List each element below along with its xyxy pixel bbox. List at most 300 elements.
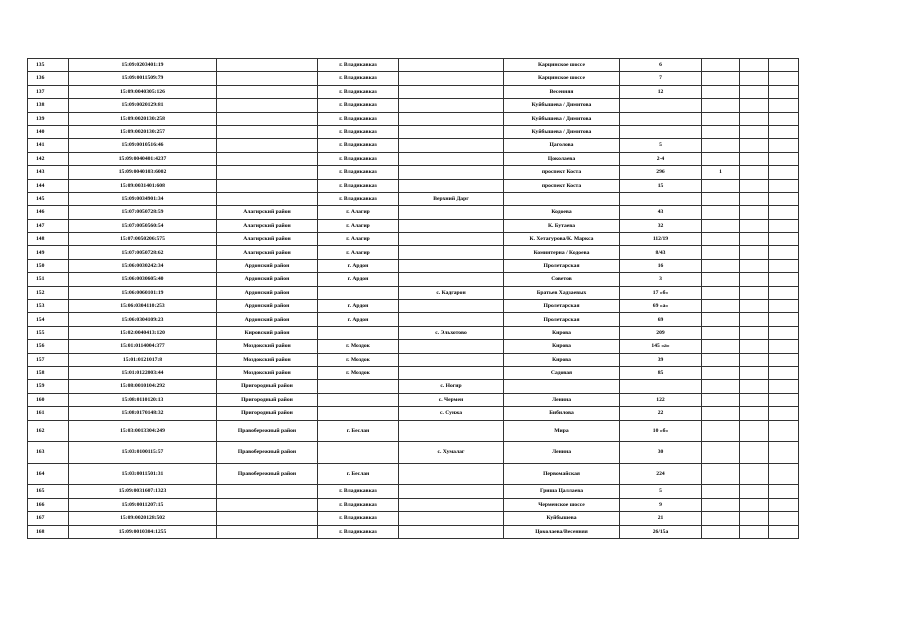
extra-column-1-cell bbox=[702, 286, 740, 299]
village-cell bbox=[399, 313, 504, 326]
extra-column-3-cell bbox=[769, 286, 799, 299]
extra-column-2-cell bbox=[740, 233, 769, 246]
district-cell: Алагирский район bbox=[217, 246, 318, 259]
street-cell bbox=[504, 380, 620, 393]
cadastral-number-cell: 15:09:0020129:81 bbox=[69, 99, 217, 112]
city-cell: г. Владикавказ bbox=[318, 99, 399, 112]
table-row bbox=[28, 407, 799, 420]
cadastral-number-cell: 15:07:0050728:59 bbox=[69, 206, 217, 219]
village-cell bbox=[399, 273, 504, 286]
district-cell bbox=[217, 112, 318, 125]
row-number-cell: 141 bbox=[28, 139, 69, 152]
cadastral-number-cell: 15:09:0020130:258 bbox=[69, 112, 217, 125]
extra-column-2-cell bbox=[740, 125, 769, 138]
cadastral-number-cell: 15:09:0020128:502 bbox=[69, 512, 217, 525]
table-row bbox=[28, 300, 799, 313]
cadastral-number-cell: 15:07:0050560:54 bbox=[69, 219, 217, 232]
street-cell: Цаголова bbox=[504, 139, 620, 152]
cadastral-number-cell: 15:09:0040401:4237 bbox=[69, 152, 217, 165]
street-cell bbox=[504, 192, 620, 205]
house-number-cell: 32 bbox=[620, 219, 702, 232]
extra-column-3-cell bbox=[769, 420, 799, 442]
cadastral-number-cell: 15:06:0030242:34 bbox=[69, 259, 217, 272]
district-cell bbox=[217, 85, 318, 98]
city-cell: г. Алагир bbox=[318, 206, 399, 219]
extra-column-1-cell bbox=[702, 112, 740, 125]
extra-column-2-cell bbox=[740, 442, 769, 464]
village-cell bbox=[399, 366, 504, 379]
city-cell: г. Владикавказ bbox=[318, 179, 399, 192]
table-body bbox=[28, 59, 799, 539]
row-number-cell: 138 bbox=[28, 99, 69, 112]
city-cell: г. Владикавказ bbox=[318, 139, 399, 152]
extra-column-3-cell bbox=[769, 152, 799, 165]
table-row bbox=[28, 219, 799, 232]
extra-column-1-cell bbox=[702, 442, 740, 464]
cadastral-number-cell: 15:06:0304110:253 bbox=[69, 300, 217, 313]
city-cell: г. Беслан bbox=[318, 463, 399, 485]
extra-column-3-cell bbox=[769, 233, 799, 246]
extra-column-2-cell bbox=[740, 420, 769, 442]
extra-column-1-cell bbox=[702, 246, 740, 259]
row-number-cell: 142 bbox=[28, 152, 69, 165]
house-number-cell: 10 «б» bbox=[620, 420, 702, 442]
city-cell: г. Владикавказ bbox=[318, 72, 399, 85]
city-cell: г. Владикавказ bbox=[318, 85, 399, 98]
city-cell: г. Владикавказ bbox=[318, 192, 399, 205]
district-cell: Моздокский район bbox=[217, 366, 318, 379]
district-cell: Правобережный район bbox=[217, 463, 318, 485]
table-row bbox=[28, 498, 799, 511]
cadastral-number-cell: 15:09:0040305:126 bbox=[69, 85, 217, 98]
table-row bbox=[28, 233, 799, 246]
street-cell: Первомайская bbox=[504, 463, 620, 485]
city-cell bbox=[318, 442, 399, 464]
house-number-cell: 69 bbox=[620, 313, 702, 326]
cadastral-number-cell: 15:09:0031607:1323 bbox=[69, 485, 217, 498]
city-cell bbox=[318, 380, 399, 393]
street-cell: Советов bbox=[504, 273, 620, 286]
street-cell: Кирова bbox=[504, 340, 620, 353]
house-number-cell bbox=[620, 112, 702, 125]
extra-column-2-cell bbox=[740, 219, 769, 232]
street-cell: Ленина bbox=[504, 442, 620, 464]
table-row bbox=[28, 463, 799, 485]
cadastral-number-cell: 15:01:0121017:8 bbox=[69, 353, 217, 366]
city-cell bbox=[318, 326, 399, 339]
extra-column-3-cell bbox=[769, 353, 799, 366]
village-cell: с. Чермен bbox=[399, 393, 504, 406]
extra-column-3-cell bbox=[769, 166, 799, 179]
extra-column-1-cell bbox=[702, 326, 740, 339]
district-cell: Правобережный район bbox=[217, 420, 318, 442]
house-number-cell: 39 bbox=[620, 353, 702, 366]
house-number-cell: 22 bbox=[620, 407, 702, 420]
house-number-cell: 2-4 bbox=[620, 152, 702, 165]
cadastral-number-cell: 15:07:0050728:62 bbox=[69, 246, 217, 259]
extra-column-2-cell bbox=[740, 340, 769, 353]
house-number-cell: 5 bbox=[620, 139, 702, 152]
house-number-cell bbox=[620, 192, 702, 205]
table-row bbox=[28, 393, 799, 406]
row-number-cell: 136 bbox=[28, 72, 69, 85]
district-cell: Пригородный район bbox=[217, 407, 318, 420]
district-cell: Ардонский район bbox=[217, 259, 318, 272]
extra-column-1-cell bbox=[702, 512, 740, 525]
street-cell: Карцинское шоссе bbox=[504, 59, 620, 72]
cadastral-number-cell: 15:06:0030605:40 bbox=[69, 273, 217, 286]
village-cell bbox=[399, 99, 504, 112]
house-number-cell: 5 bbox=[620, 485, 702, 498]
table-row bbox=[28, 420, 799, 442]
extra-column-2-cell bbox=[740, 366, 769, 379]
extra-column-2-cell bbox=[740, 166, 769, 179]
table-row bbox=[28, 152, 799, 165]
extra-column-1-cell bbox=[702, 206, 740, 219]
district-cell: Алагирский район bbox=[217, 233, 318, 246]
cadastral-number-cell: 15:09:0011207:15 bbox=[69, 498, 217, 511]
extra-column-1-cell bbox=[702, 259, 740, 272]
extra-column-3-cell bbox=[769, 498, 799, 511]
extra-column-2-cell bbox=[740, 313, 769, 326]
extra-column-2-cell bbox=[740, 246, 769, 259]
city-cell: г. Моздок bbox=[318, 353, 399, 366]
row-number-cell: 149 bbox=[28, 246, 69, 259]
extra-column-2-cell bbox=[740, 259, 769, 272]
extra-column-2-cell bbox=[740, 112, 769, 125]
extra-column-1-cell bbox=[702, 353, 740, 366]
city-cell: г. Владикавказ bbox=[318, 59, 399, 72]
village-cell bbox=[399, 233, 504, 246]
district-cell: Ардонский район bbox=[217, 273, 318, 286]
house-number-cell: 26/15а bbox=[620, 525, 702, 538]
extra-column-2-cell bbox=[740, 525, 769, 538]
cadastral-number-cell: 15:01:0122003:44 bbox=[69, 366, 217, 379]
street-cell: Кодоева bbox=[504, 206, 620, 219]
row-number-cell: 143 bbox=[28, 166, 69, 179]
cadastral-number-cell: 15:09:0031401:608 bbox=[69, 179, 217, 192]
district-cell bbox=[217, 139, 318, 152]
house-number-cell: 15 bbox=[620, 179, 702, 192]
street-cell: Цоколаева/Весенняя bbox=[504, 525, 620, 538]
village-cell bbox=[399, 485, 504, 498]
row-number-cell: 160 bbox=[28, 393, 69, 406]
table-row bbox=[28, 313, 799, 326]
row-number-cell: 150 bbox=[28, 259, 69, 272]
row-number-cell: 163 bbox=[28, 442, 69, 464]
extra-column-1-cell bbox=[702, 525, 740, 538]
row-number-cell: 166 bbox=[28, 498, 69, 511]
street-cell: Бибилова bbox=[504, 407, 620, 420]
street-cell: Коминтерна / Кодоева bbox=[504, 246, 620, 259]
table-row bbox=[28, 340, 799, 353]
village-cell bbox=[399, 72, 504, 85]
extra-column-3-cell bbox=[769, 59, 799, 72]
village-cell bbox=[399, 353, 504, 366]
extra-column-3-cell bbox=[769, 273, 799, 286]
extra-column-3-cell bbox=[769, 125, 799, 138]
house-number-cell: 69 «а» bbox=[620, 300, 702, 313]
row-number-cell: 158 bbox=[28, 366, 69, 379]
row-number-cell: 161 bbox=[28, 407, 69, 420]
row-number-cell: 167 bbox=[28, 512, 69, 525]
table-row bbox=[28, 72, 799, 85]
village-cell bbox=[399, 340, 504, 353]
cadastral-number-cell: 15:02:0040413:120 bbox=[69, 326, 217, 339]
district-cell: Пригородный район bbox=[217, 393, 318, 406]
table-row bbox=[28, 85, 799, 98]
house-number-cell: 21 bbox=[620, 512, 702, 525]
house-number-cell: 7 bbox=[620, 72, 702, 85]
extra-column-2-cell bbox=[740, 286, 769, 299]
cadastral-number-cell: 15:09:0203401:19 bbox=[69, 59, 217, 72]
cadastral-number-cell: 15:08:0170148:32 bbox=[69, 407, 217, 420]
extra-column-1-cell bbox=[702, 300, 740, 313]
extra-column-1-cell bbox=[702, 59, 740, 72]
extra-column-2-cell bbox=[740, 353, 769, 366]
extra-column-3-cell bbox=[769, 139, 799, 152]
city-cell: г. Ардон bbox=[318, 259, 399, 272]
extra-column-1-cell bbox=[702, 192, 740, 205]
village-cell bbox=[399, 112, 504, 125]
cadastral-number-cell: 15:08:0010104:292 bbox=[69, 380, 217, 393]
cadastral-number-cell: 15:09:0034901:34 bbox=[69, 192, 217, 205]
street-cell: Пролетарская bbox=[504, 313, 620, 326]
extra-column-1-cell bbox=[702, 407, 740, 420]
city-cell: г. Моздок bbox=[318, 340, 399, 353]
extra-column-3-cell bbox=[769, 300, 799, 313]
district-cell bbox=[217, 166, 318, 179]
cadastral-number-cell: 15:09:0010304:1255 bbox=[69, 525, 217, 538]
district-cell: Алагирский район bbox=[217, 219, 318, 232]
house-number-cell: 145 «а» bbox=[620, 340, 702, 353]
district-cell bbox=[217, 498, 318, 511]
row-number-cell: 147 bbox=[28, 219, 69, 232]
street-cell: Пролетарская bbox=[504, 259, 620, 272]
table-row bbox=[28, 112, 799, 125]
table-row bbox=[28, 59, 799, 72]
extra-column-2-cell bbox=[740, 99, 769, 112]
row-number-cell: 155 bbox=[28, 326, 69, 339]
cadastral-number-cell: 15:03:0011501:31 bbox=[69, 463, 217, 485]
table-row bbox=[28, 99, 799, 112]
registry-table bbox=[27, 58, 799, 539]
extra-column-1-cell bbox=[702, 393, 740, 406]
house-number-cell: 17 «б» bbox=[620, 286, 702, 299]
village-cell bbox=[399, 512, 504, 525]
cadastral-number-cell: 15:08:0110120:13 bbox=[69, 393, 217, 406]
village-cell bbox=[399, 139, 504, 152]
extra-column-2-cell bbox=[740, 393, 769, 406]
house-number-cell: 296 bbox=[620, 166, 702, 179]
village-cell: с. Хумалаг bbox=[399, 442, 504, 464]
village-cell bbox=[399, 300, 504, 313]
street-cell: Садовая bbox=[504, 366, 620, 379]
table-row bbox=[28, 366, 799, 379]
street-cell: Весенняя bbox=[504, 85, 620, 98]
district-cell: Пригородный район bbox=[217, 380, 318, 393]
district-cell: Правобережный район bbox=[217, 442, 318, 464]
city-cell bbox=[318, 286, 399, 299]
row-number-cell: 135 bbox=[28, 59, 69, 72]
city-cell: г. Владикавказ bbox=[318, 152, 399, 165]
street-cell: К. Бутаева bbox=[504, 219, 620, 232]
extra-column-2-cell bbox=[740, 179, 769, 192]
extra-column-1-cell bbox=[702, 219, 740, 232]
house-number-cell: 209 bbox=[620, 326, 702, 339]
extra-column-3-cell bbox=[769, 179, 799, 192]
row-number-cell: 139 bbox=[28, 112, 69, 125]
city-cell: г. Ардон bbox=[318, 313, 399, 326]
table-row bbox=[28, 139, 799, 152]
street-cell: Куйбышева bbox=[504, 512, 620, 525]
house-number-cell: 8/43 bbox=[620, 246, 702, 259]
city-cell: г. Ардон bbox=[318, 273, 399, 286]
district-cell: Моздокский район bbox=[217, 353, 318, 366]
cadastral-number-cell: 15:01:0114004:377 bbox=[69, 340, 217, 353]
house-number-cell: 224 bbox=[620, 463, 702, 485]
village-cell bbox=[399, 152, 504, 165]
district-cell: Кировский район bbox=[217, 326, 318, 339]
street-cell: Пролетарская bbox=[504, 300, 620, 313]
row-number-cell: 151 bbox=[28, 273, 69, 286]
extra-column-2-cell bbox=[740, 152, 769, 165]
street-cell: Кирова bbox=[504, 326, 620, 339]
district-cell bbox=[217, 512, 318, 525]
table-row bbox=[28, 125, 799, 138]
street-cell: Куйбышева / Димитова bbox=[504, 112, 620, 125]
village-cell bbox=[399, 420, 504, 442]
village-cell: с. Ногир bbox=[399, 380, 504, 393]
extra-column-2-cell bbox=[740, 273, 769, 286]
district-cell bbox=[217, 179, 318, 192]
extra-column-3-cell bbox=[769, 99, 799, 112]
street-cell: Куйбышева / Димитова bbox=[504, 99, 620, 112]
house-number-cell bbox=[620, 99, 702, 112]
extra-column-3-cell bbox=[769, 112, 799, 125]
street-cell: проспект Коста bbox=[504, 179, 620, 192]
extra-column-1-cell bbox=[702, 72, 740, 85]
village-cell bbox=[399, 246, 504, 259]
house-number-cell: 30 bbox=[620, 442, 702, 464]
extra-column-1-cell bbox=[702, 85, 740, 98]
extra-column-3-cell bbox=[769, 246, 799, 259]
extra-column-1-cell bbox=[702, 498, 740, 511]
extra-column-2-cell bbox=[740, 326, 769, 339]
extra-column-1-cell bbox=[702, 125, 740, 138]
table-row bbox=[28, 246, 799, 259]
table-row bbox=[28, 512, 799, 525]
house-number-cell: 3 bbox=[620, 273, 702, 286]
extra-column-1-cell bbox=[702, 366, 740, 379]
extra-column-2-cell bbox=[740, 407, 769, 420]
row-number-cell: 165 bbox=[28, 485, 69, 498]
city-cell: г. Ардон bbox=[318, 300, 399, 313]
table-row bbox=[28, 485, 799, 498]
extra-column-2-cell bbox=[740, 206, 769, 219]
cadastral-number-cell: 15:09:0040103:6002 bbox=[69, 166, 217, 179]
extra-column-3-cell bbox=[769, 525, 799, 538]
extra-column-3-cell bbox=[769, 366, 799, 379]
district-cell bbox=[217, 72, 318, 85]
row-number-cell: 137 bbox=[28, 85, 69, 98]
city-cell: г. Алагир bbox=[318, 233, 399, 246]
extra-column-1-cell bbox=[702, 99, 740, 112]
village-cell: с. Сунжа bbox=[399, 407, 504, 420]
village-cell bbox=[399, 498, 504, 511]
row-number-cell: 148 bbox=[28, 233, 69, 246]
table-row bbox=[28, 192, 799, 205]
village-cell bbox=[399, 463, 504, 485]
village-cell bbox=[399, 125, 504, 138]
district-cell bbox=[217, 192, 318, 205]
street-cell: Мира bbox=[504, 420, 620, 442]
cadastral-number-cell: 15:09:0020130:257 bbox=[69, 125, 217, 138]
extra-column-3-cell bbox=[769, 219, 799, 232]
row-number-cell: 168 bbox=[28, 525, 69, 538]
village-cell bbox=[399, 179, 504, 192]
house-number-cell: 112/19 bbox=[620, 233, 702, 246]
house-number-cell: 122 bbox=[620, 393, 702, 406]
house-number-cell bbox=[620, 125, 702, 138]
extra-column-2-cell bbox=[740, 192, 769, 205]
extra-column-3-cell bbox=[769, 259, 799, 272]
district-cell: Ардонский район bbox=[217, 313, 318, 326]
extra-column-1-cell bbox=[702, 380, 740, 393]
street-cell: Цоколаева bbox=[504, 152, 620, 165]
city-cell: г. Моздок bbox=[318, 366, 399, 379]
row-number-cell: 140 bbox=[28, 125, 69, 138]
extra-column-3-cell bbox=[769, 442, 799, 464]
table-row bbox=[28, 273, 799, 286]
extra-column-2-cell bbox=[740, 463, 769, 485]
extra-column-1-cell bbox=[702, 313, 740, 326]
table-row bbox=[28, 179, 799, 192]
row-number-cell: 146 bbox=[28, 206, 69, 219]
extra-column-1-cell bbox=[702, 152, 740, 165]
table-row bbox=[28, 259, 799, 272]
row-number-cell: 159 bbox=[28, 380, 69, 393]
village-cell bbox=[399, 166, 504, 179]
extra-column-3-cell bbox=[769, 393, 799, 406]
city-cell: г. Владикавказ bbox=[318, 166, 399, 179]
village-cell bbox=[399, 59, 504, 72]
extra-column-2-cell bbox=[740, 512, 769, 525]
street-cell: Карцинское шоссе bbox=[504, 72, 620, 85]
city-cell bbox=[318, 407, 399, 420]
village-cell: с. Эльхотово bbox=[399, 326, 504, 339]
village-cell bbox=[399, 85, 504, 98]
village-cell bbox=[399, 259, 504, 272]
extra-column-1-cell bbox=[702, 463, 740, 485]
street-cell: Кирова bbox=[504, 353, 620, 366]
table-row bbox=[28, 286, 799, 299]
table-row bbox=[28, 380, 799, 393]
extra-column-3-cell bbox=[769, 512, 799, 525]
table-row bbox=[28, 206, 799, 219]
extra-column-3-cell bbox=[769, 340, 799, 353]
table-row bbox=[28, 353, 799, 366]
city-cell: г. Владикавказ bbox=[318, 525, 399, 538]
extra-column-3-cell bbox=[769, 206, 799, 219]
village-cell bbox=[399, 525, 504, 538]
extra-column-2-cell bbox=[740, 498, 769, 511]
table-row bbox=[28, 525, 799, 538]
city-cell: г. Беслан bbox=[318, 420, 399, 442]
extra-column-2-cell bbox=[740, 485, 769, 498]
extra-column-2-cell bbox=[740, 72, 769, 85]
cadastral-number-cell: 15:09:0011509:79 bbox=[69, 72, 217, 85]
